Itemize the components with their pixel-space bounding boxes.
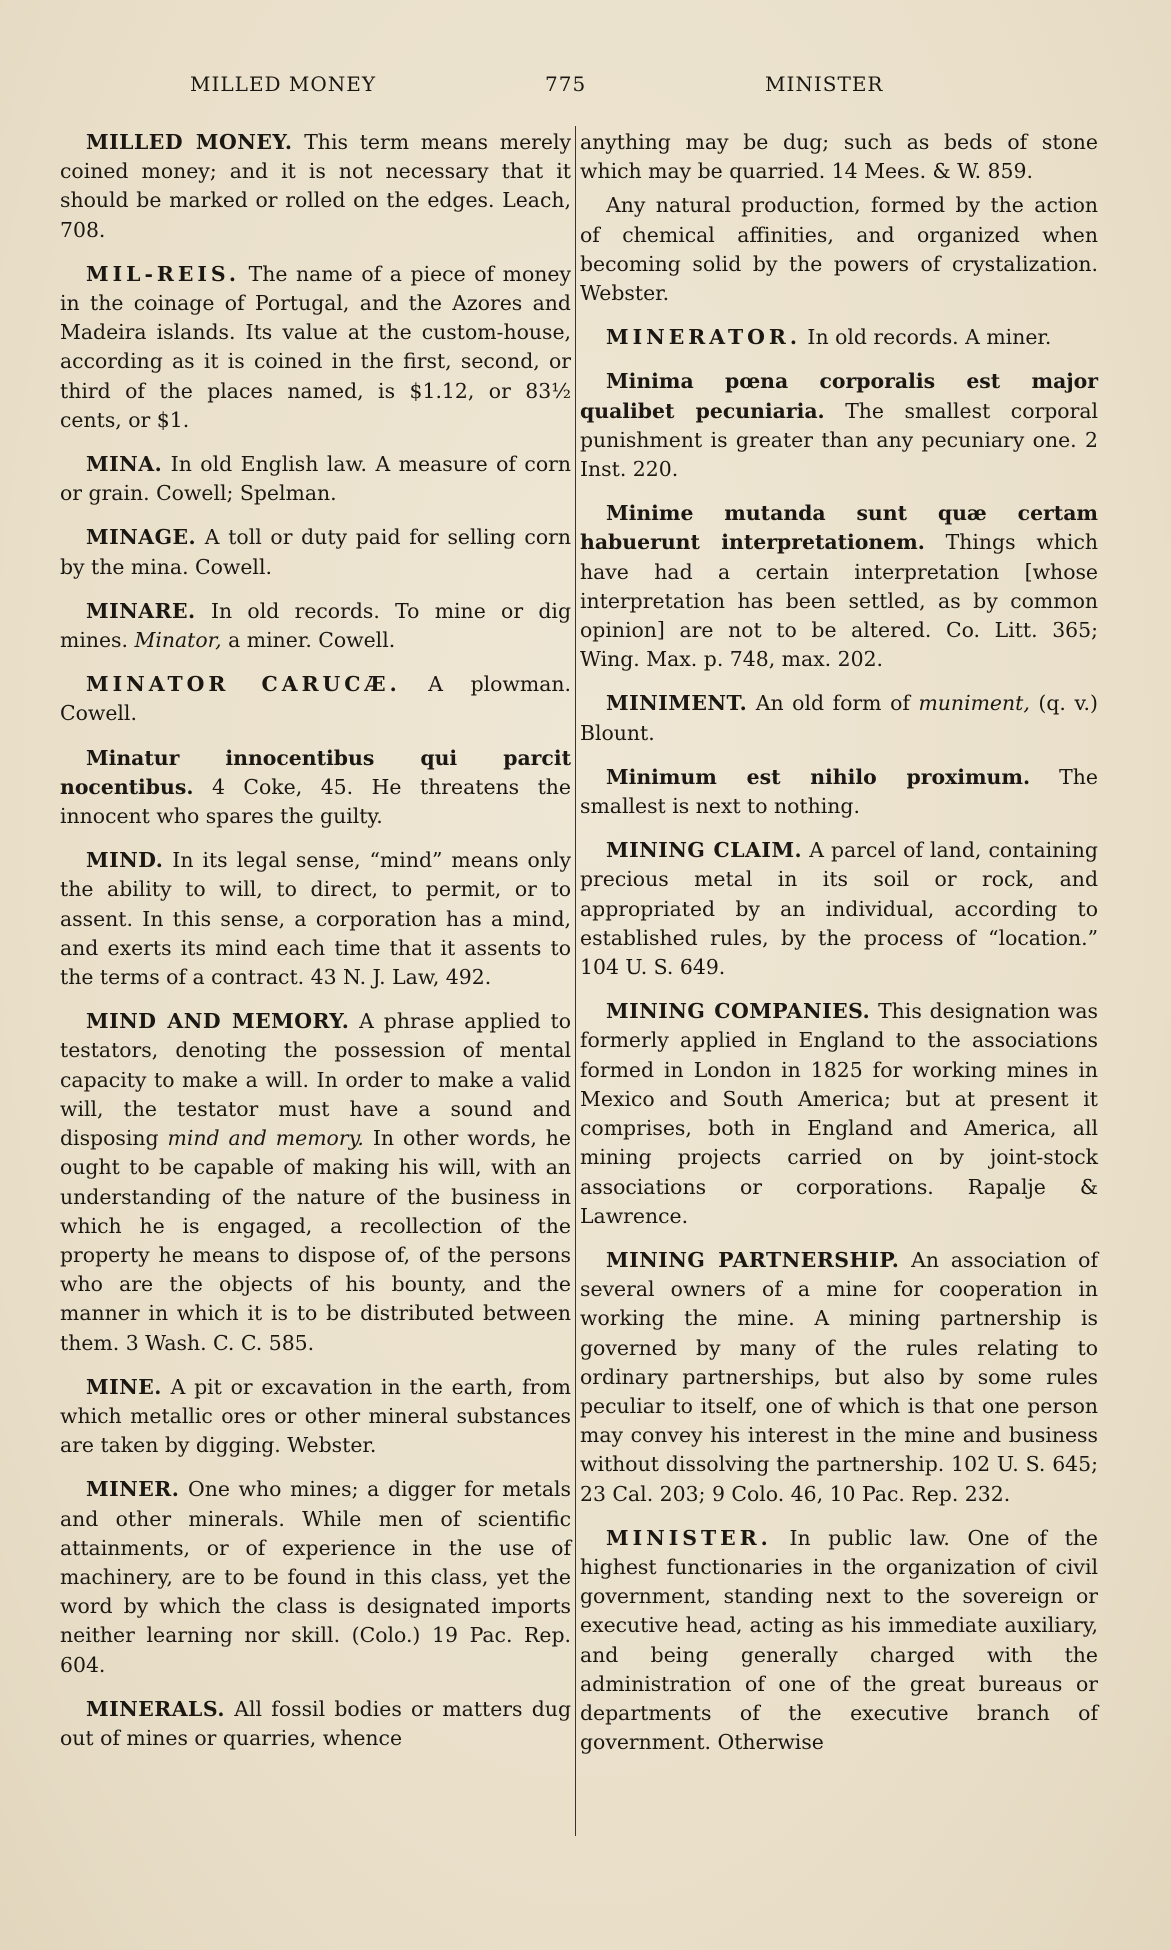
entry-minimum-est: Minimum est nihilo proximum. The smallest is next to nothing. — [580, 764, 1098, 819]
entry-minerals-continued: anything may be dug; such as beds of stone which may be quarried. 14 Mees. & W. 859. — [580, 130, 1098, 184]
entry-minerator: MINERATOR. In old records. A miner. — [606, 325, 1052, 350]
entry-mining-companies: MINING COMPANIES. This designation was formerly applied in England to the associations formed in London in 1825 for working mines in Mexico and South America; but at present it comprises, both in England and America, all mining projects carried on by joint-stock associations or corporations. Rapalje & Lawrence. — [580, 999, 1099, 1228]
entry-minerals: MINERALS. All fossil bodies or matters dug out of mines or quarries, whence — [60, 1696, 571, 1750]
entry-minima-poena: Minima pœna corporalis est major qualibet pecuniaria. The smallest corporal punishment is greater than any pecuniary one. 2 Inst. 220. — [580, 369, 1098, 482]
entry-minage: MINAGE. A toll or duty paid for selling corn by the mina. Cowell. — [60, 525, 571, 579]
entry-mining-claim: MINING CLAIM. A parcel of land, containing precious metal in its soil or rock, and appropriated by an individual, according to established rules, by the process of “location.” 104 U. S. 649. — [580, 838, 1098, 980]
entry-milled-money: MILLED MONEY. This term means merely coined money; and it is not necessary that it should be marked or rolled on the edges. Leach, 708. — [60, 130, 571, 242]
entry-mind: MIND. In its legal sense, “mind” means only the ability to will, to direct, to permit, or to assent. In this sense, a corporation has a mind, and exerts its mind each time that it assents to the terms of a contract. 43 N. J. Law, 492. — [60, 848, 571, 990]
left-column — [60, 128, 571, 1768]
entry-mining-partnership: MINING PARTNERSHIP. An association of several owners of a mine for cooperation in working the mine. A mining partnership is governed by many of the rules relating to ordinary partnerships, but also by some rules peculiar to itself, one of which is that one person may convey his interest in the mine and business without dissolving the partnership. 102 U. S. 645; 23 Cal. 203; 9 Colo. 46, 10 Pac. Rep. 232. — [580, 1247, 1099, 1506]
entry-mil-reis: MIL-REIS. The name of a piece of money in the coinage of Portugal, and the Azores and Madeira islands. Its value at the custom-house, according as it is coined in the first, second, or third of the places named, is $1.12, or 83½ cents, or $1. — [60, 261, 571, 432]
entry-minare: MINARE. In old records. To mine or dig mines. Minator, a miner. Cowell. — [60, 598, 571, 653]
entry-minatur-innocentibus: Minatur innocentibus qui parcit nocentibus. 4 Coke, 45. He threatens the innocent who spares the guilty. — [60, 745, 571, 829]
entry-minime-mutanda: Minime mutanda sunt quæ certam habuerunt interpretationem. Things which have had a certain interpretation [whose interpretation has been settled, as by common opinion] are not to be altered. Co. Litt. 365; Wing. Max. p. 748, max. 202. — [580, 501, 1098, 672]
entry-mind-and-memory: MIND AND MEMORY. A phrase applied to testators, denoting the possession of mental capacity to make a will. In order to make a valid will, the testator must have a sound and disposing mind and memory. In other words, he ought to be capable of making his will, with an understanding of the nature of the business in which he is engaged, a recollection of the property he means to dispose of, of the persons who are the objects of his bounty, and the manner in which it is to be distributed between them. 3 Wash. C. C. 585. — [60, 1009, 572, 1355]
entry-miner: MINER. One who mines; a digger for metals and other minerals. While men of scientific attainments, or of experience in the use of machinery, are to be found in this class, yet the word by which the class is designated imports neither learning nor skill. (Colo.) 19 Pac. Rep. 604. — [60, 1477, 571, 1677]
header-right-guide-word: MINISTER — [765, 72, 884, 96]
entry-mine: MINE. A pit or excavation in the earth, from which metallic ores or other mineral substances are taken by digging. Webster. — [60, 1374, 571, 1458]
entry-minator-carucae: MINATOR CARUCÆ. A plowman. Cowell. — [60, 672, 571, 726]
entry-miniment: MINIMENT. An old form of muniment, (q. v.) Blount. — [580, 691, 1098, 745]
entry-mina: MINA. In old English law. A measure of corn or grain. Cowell; Spelman. — [60, 452, 571, 506]
entry-minister: MINISTER. In public law. One of the highest functionaries in the organization of civil government, standing next to the sovereign or executive head, acting as his immediate auxiliary, and being generally charged with the administration of one of the great bureaus or departments of the executive branch of government. Otherwise — [580, 1525, 1098, 1755]
header-left-guide-word: MILLED MONEY — [190, 72, 377, 96]
page-number: 775 — [545, 72, 587, 96]
column-divider — [575, 126, 576, 1836]
entry-minerals-definition-2: Any natural production, formed by the action of chemical affinities, and organized when becoming solid by the powers of crystalization. Webster. — [580, 193, 1098, 306]
running-header — [0, 72, 1171, 106]
right-column — [580, 128, 1098, 1772]
